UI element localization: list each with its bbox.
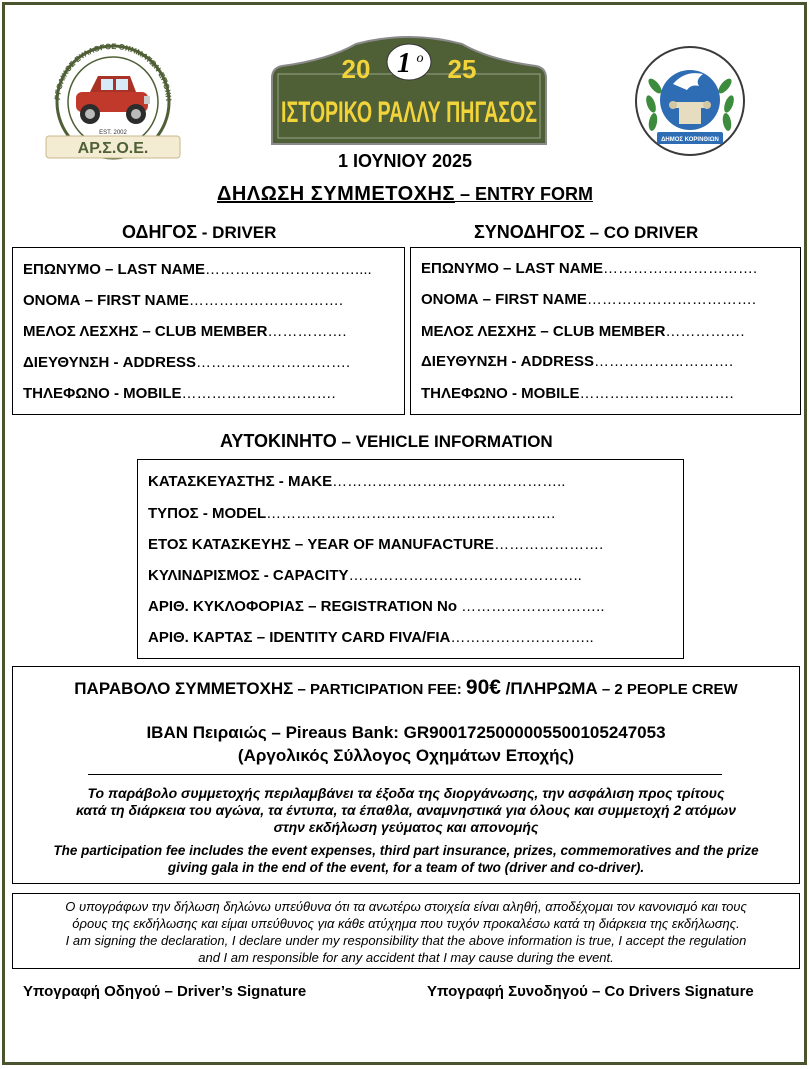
rally-name: ΙΣΤΟΡΙΚΟ ΡΑΛΛΥ ΠΗΓΑΣΟΣ [281, 96, 537, 129]
vehicle-make-dots: ……………………………………….. [332, 473, 566, 490]
codriver-heading-english: – CO DRIVER [584, 223, 699, 242]
codriver-heading [474, 222, 698, 243]
declaration-line: I am signing the declaration, I declare under my responsibility that the above information is true, I accept the regulation [65, 933, 747, 948]
vehicle-registration-label: ΑΡΙΘ. ΚΥΚΛΟΦΟΡΙΑΣ – REGISTRATION No [148, 598, 462, 615]
driver-heading-greek: ΟΔΗΓΟΣ [122, 222, 198, 242]
vehicle-heading-greek: ΑΥΤΟΚΙΝΗΤΟ [220, 431, 337, 451]
vehicle-capacity-field[interactable] [148, 567, 677, 584]
vehicle-model-label: ΤΥΠΟΣ - MODEL [148, 505, 267, 522]
driver-mobile-field[interactable] [23, 385, 398, 402]
fee-payment-greek: /ΠΛΗΡΩΜΑ [500, 679, 598, 698]
iban-line: IBAN Πειραιώς – Pireaus Bank: GR9001725000005500105247053 [146, 723, 666, 742]
codriver-mobile-field[interactable] [421, 385, 794, 402]
driver-last-name-dots: ………………………….... [205, 261, 372, 278]
vehicle-identity-card-dots: ……………………….. [450, 629, 594, 646]
codriver-mobile-dots: …………………………. [579, 385, 734, 402]
driver-first-name-label: ΟΝΟΜΑ – FIRST NAME [23, 292, 189, 309]
fee-label-greek: ΠΑΡΑΒΟΛΟ ΣΥΜΜΕΤΟΧΗΣ [74, 679, 294, 698]
fee-note-english-line: giving gala in the end of the event, for a team of two (driver and co-driver). [167, 860, 645, 875]
vehicle-year-field[interactable] [148, 536, 677, 553]
codriver-box [410, 247, 801, 415]
driver-club-member-field[interactable] [23, 323, 398, 340]
account-name: (Αργολικός Σύλλογος Οχημάτων Εποχής) [237, 746, 575, 765]
fee-line [13, 676, 799, 700]
codriver-first-name-label: ΟΝΟΜΑ – FIRST NAME [421, 291, 587, 308]
form-title-greek: ΔΗΛΩΣΗ ΣΥΜΜΕΤΟΧΗΣ [217, 183, 455, 205]
vehicle-model-dots: …………………………………………………. [266, 505, 556, 522]
driver-address-dots: …………………………. [195, 354, 351, 371]
fee-label-english: – PARTICIPATION FEE: [293, 681, 466, 698]
codriver-address-dots: ………………………. [593, 353, 734, 370]
form-title [0, 183, 810, 206]
fee-note-greek-line: στην εκδήλωση γεύματος και απονομής [273, 819, 539, 835]
declaration-line: and I am responsible for any accident that I may cause during the event. [198, 950, 614, 965]
driver-last-name-field[interactable] [23, 261, 398, 278]
fee-note-english-line: The participation fee includes the event expenses, third part insurance, prizes, commemoratives and the prize [53, 843, 759, 858]
driver-heading-english: - DRIVER [197, 223, 277, 242]
driver-first-name-field[interactable] [23, 292, 398, 309]
codriver-address-field[interactable] [421, 353, 794, 370]
rally-year-left: 20 [341, 54, 371, 84]
vehicle-identity-card-label: ΑΡΙΘ. ΚΑΡΤΑΣ – IDENTITY CARD FIVA/FIA [148, 629, 451, 646]
fee-amount: 90€ [465, 676, 501, 699]
vehicle-capacity-dots: ……………………………………….. [348, 567, 582, 584]
codriver-first-name-dots: ……………………………. [586, 291, 757, 308]
fee-note-greek-line: κατά τη διάρκεια του αγώνα, τα έντυπα, τα έπαθλα, αναμνηστικά για όλους και συμμετοχή 2 ατόμων [75, 802, 737, 818]
fee-note-english [13, 842, 799, 876]
vehicle-make-field[interactable] [148, 473, 677, 490]
vehicle-box [137, 459, 684, 659]
vehicle-year-label: ΕΤΟΣ ΚΑΤΑΣΚΕΥΗΣ – YEAR OF MANUFACTURE [148, 536, 495, 553]
codriver-address-label: ΔΙΕΥΘΥΝΣΗ - ADDRESS [421, 353, 594, 370]
municipality-logo [633, 44, 747, 158]
codriver-signature-label: Υπογραφή Συνοδηγού – Co Drivers Signature [427, 983, 754, 1000]
declaration-line: όρους της εκδήλωσης και είμαι υπεύθυνος για κάθε ατύχημα που τυχόν προκαλέσω κατά τη διάρκεια της εκδήλωσης. [72, 916, 740, 931]
municipality-ribbon-text: ΔΗΜΟΣ ΚΟΡΙΝΘΙΩΝ [661, 137, 719, 143]
fee-payment-english: – 2 PEOPLE CREW [597, 681, 738, 698]
form-title-english: – ENTRY FORM [454, 184, 593, 204]
vehicle-model-field[interactable] [148, 505, 677, 522]
driver-club-member-dots: ……………. [267, 323, 347, 340]
vehicle-registration-dots: ……………………….. [461, 598, 605, 615]
vehicle-capacity-label: ΚΥΛΙΝΔΡΙΣΜΟΣ - CAPACITY [148, 567, 349, 584]
rally-edition: 1 [397, 48, 411, 79]
vehicle-make-label: ΚΑΤΑΣΚΕΥΑΣΤΗΣ - MAKE [148, 473, 333, 490]
rally-edition-sup: ο [416, 51, 424, 66]
codriver-mobile-label: ΤΗΛΕΦΩΝΟ - MOBILE [421, 385, 580, 402]
driver-first-name-dots: …………………………. [188, 292, 344, 309]
driver-last-name-label: ΕΠΩΝΥΜΟ – LAST NAME [23, 261, 206, 278]
driver-club-member-label: ΜΕΛΟΣ ΛΕΣΧΗΣ – CLUB MEMBER [23, 323, 268, 340]
rally-badge-graphic [268, 38, 550, 148]
club-logo-acronym: ΑΡ.Σ.Ο.Ε. [77, 140, 149, 157]
fee-note-greek-line: Το παράβολο συμμετοχής περιλαμβάνει τα έξοδα της διοργάνωσης, την ασφάλιση προς τρίτους [87, 785, 725, 801]
rally-year-right: 25 [447, 54, 477, 84]
event-date: 1 ΙΟΥΝΙΟΥ 2025 [337, 151, 473, 171]
codriver-club-member-label: ΜΕΛΟΣ ΛΕΣΧΗΣ – CLUB MEMBER [421, 323, 666, 340]
fee-divider [88, 774, 722, 775]
driver-address-field[interactable] [23, 354, 398, 371]
vehicle-heading-english: – VEHICLE INFORMATION [336, 432, 553, 451]
declaration-box [12, 893, 800, 969]
declaration-line: Ο υπογράφων την δήλωση δηλώνω υπεύθυνα ότι τα ανωτέρω στοιχεία είναι αληθή, αποδέχομαι τον κανονισμό και τους [65, 899, 747, 914]
vehicle-heading [220, 431, 553, 452]
codriver-first-name-field[interactable] [421, 291, 794, 308]
vehicle-registration-field[interactable] [148, 598, 677, 615]
club-logo-est: EST. 2002 [99, 130, 127, 136]
fee-note-greek [13, 785, 799, 836]
driver-signature-label: Υπογραφή Οδηγού – Driver’s Signature [23, 983, 307, 1000]
driver-box [12, 247, 405, 415]
codriver-club-member-field[interactable] [421, 323, 794, 340]
codriver-last-name-field[interactable] [421, 260, 794, 277]
rally-badge [268, 38, 550, 148]
vehicle-year-dots: …………………. [494, 536, 604, 553]
municipality-logo-graphic [633, 44, 747, 158]
club-logo-arc-text: ΡΓΟΛΙΚΟΣ ΣΥΛΛΟΓΟΣ ΟΧΗΜΑΤΩΝ ΕΠΟΧΗ [52, 42, 174, 102]
codriver-last-name-label: ΕΠΩΝΥΜΟ – LAST NAME [421, 260, 604, 277]
club-logo [38, 42, 188, 162]
driver-mobile-label: ΤΗΛΕΦΩΝΟ - MOBILE [23, 385, 182, 402]
vehicle-identity-card-field[interactable] [148, 629, 677, 646]
club-logo-graphic [38, 42, 188, 162]
codriver-club-member-dots: ……………. [665, 323, 745, 340]
codriver-last-name-dots: …………………………. [603, 260, 758, 277]
fee-box [12, 666, 800, 884]
driver-heading [122, 222, 276, 243]
codriver-heading-greek: ΣΥΝΟΔΗΓΟΣ [474, 222, 585, 242]
driver-mobile-dots: …………………………. [181, 385, 336, 402]
driver-address-label: ΔΙΕΥΘΥΝΣΗ - ADDRESS [23, 354, 196, 371]
